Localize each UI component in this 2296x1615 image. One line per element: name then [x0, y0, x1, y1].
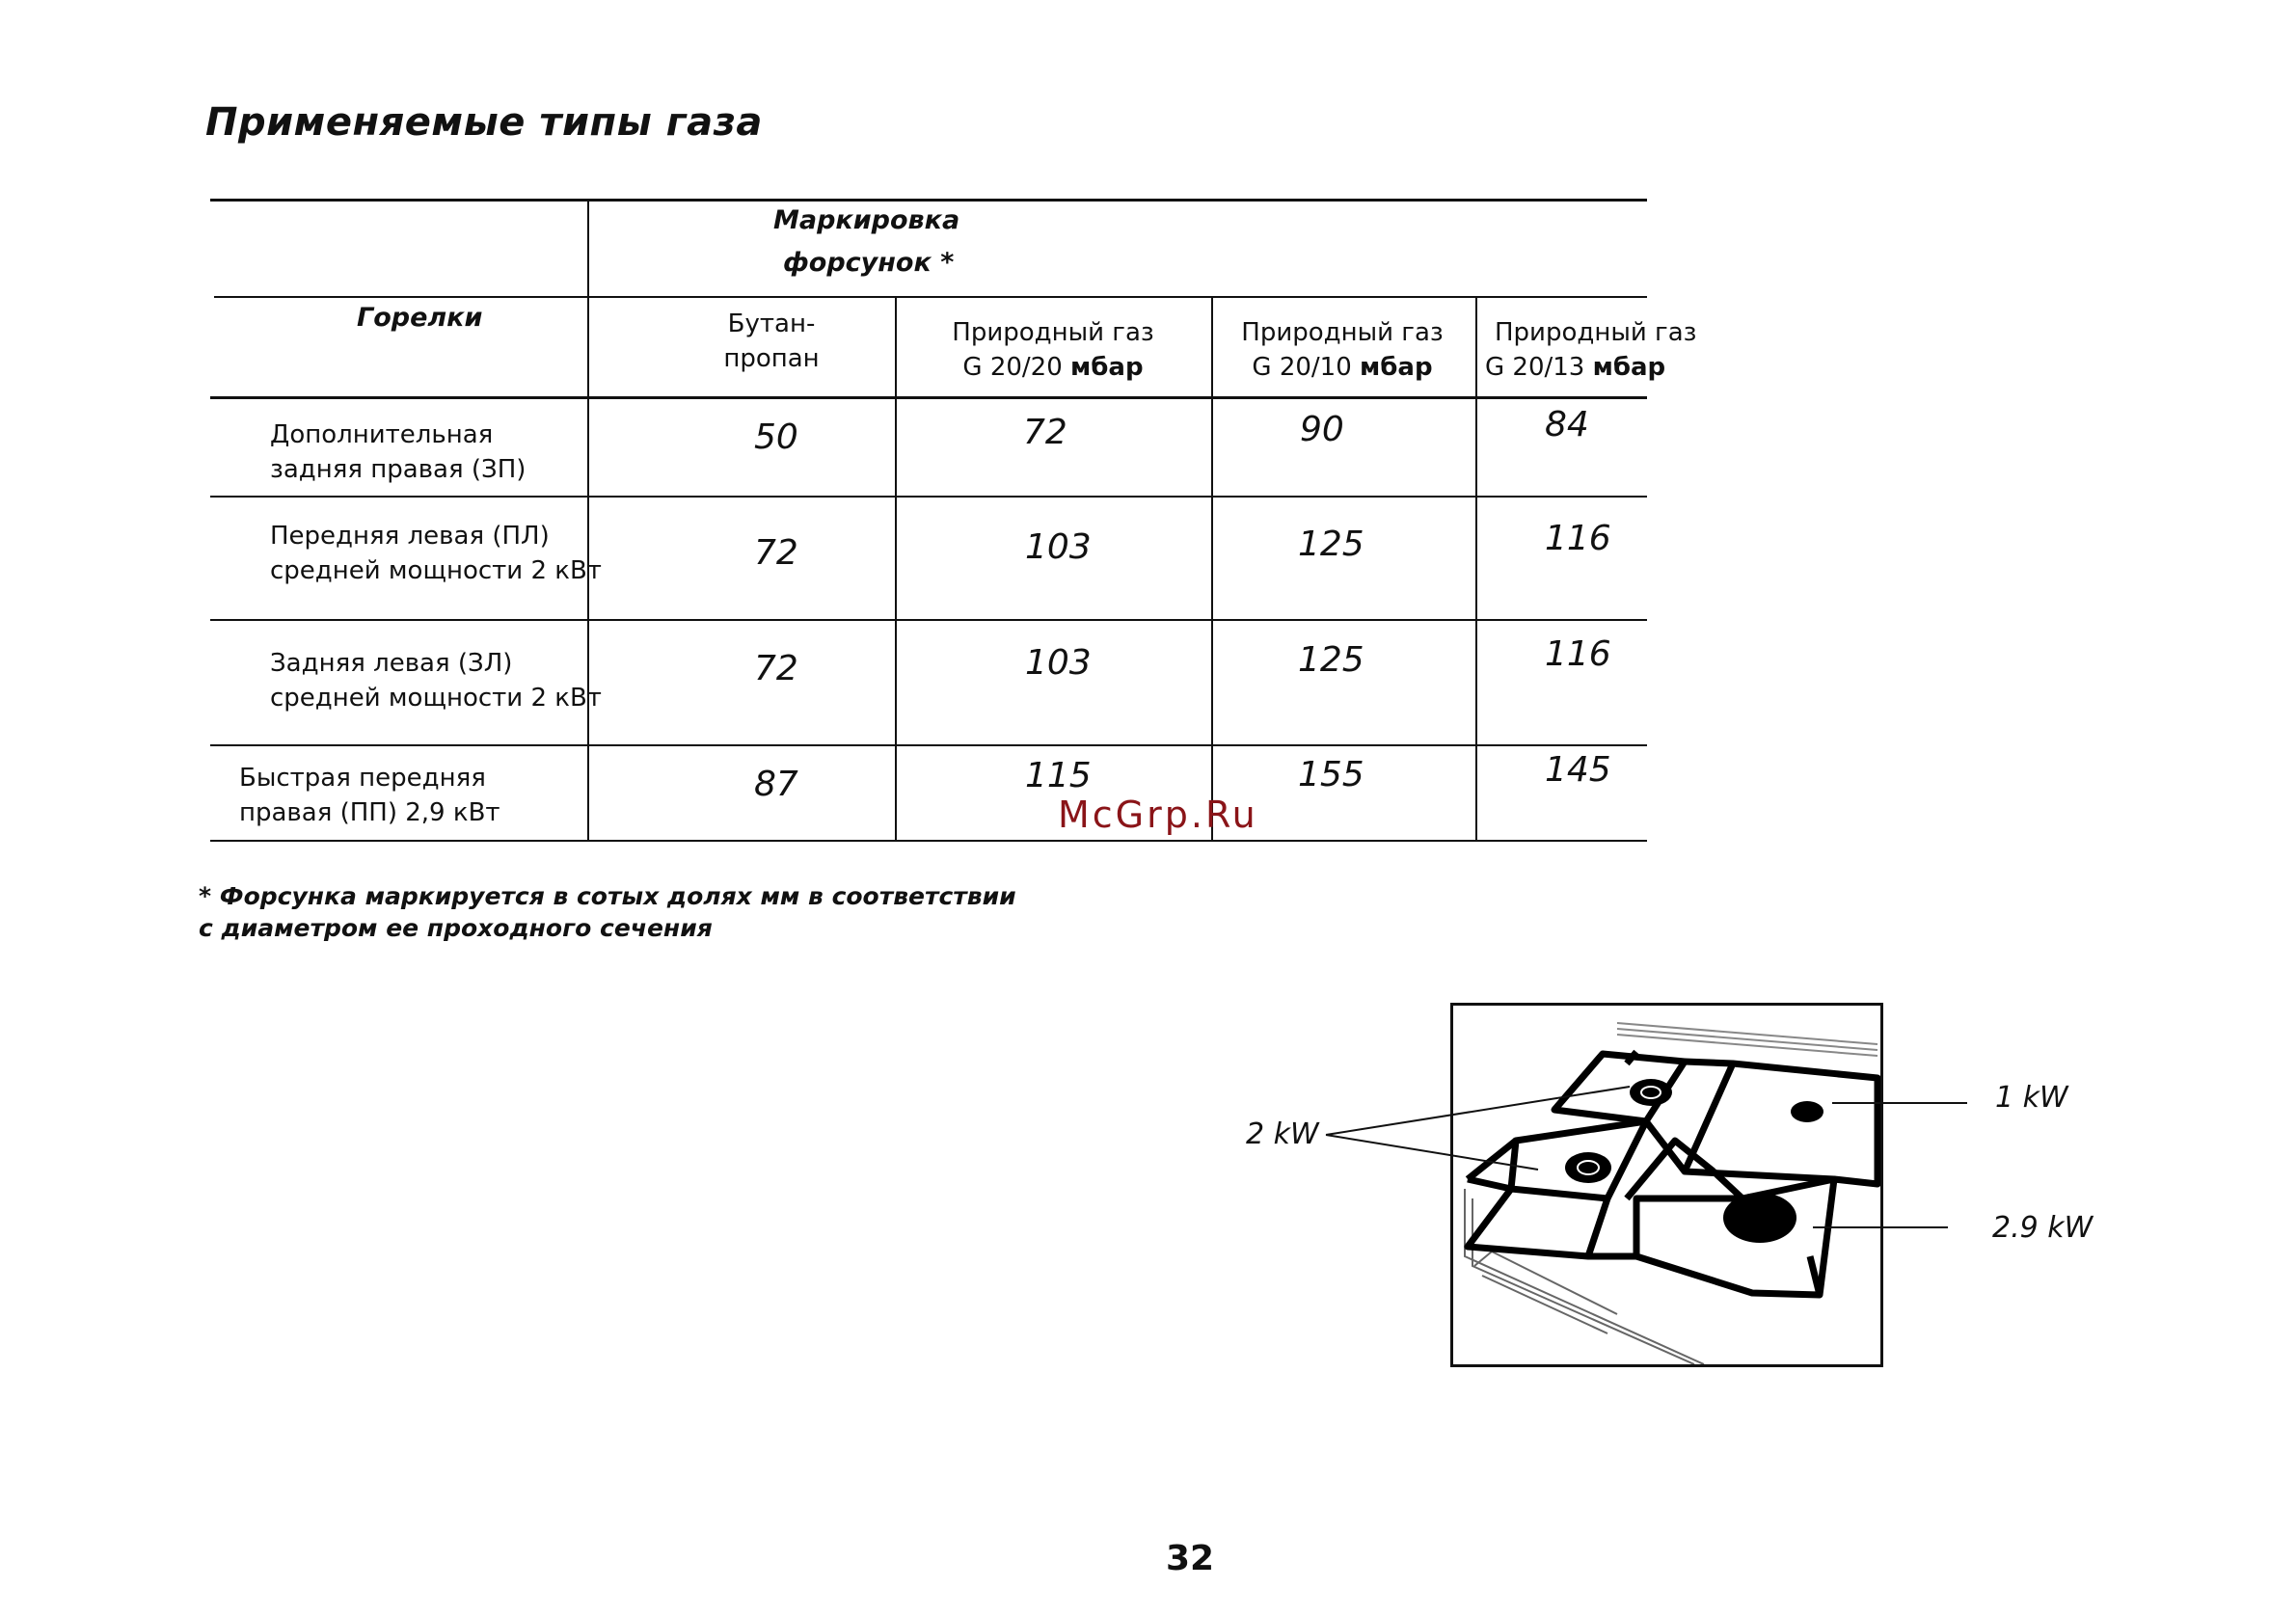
cell-r1-g2020: 72 — [1023, 413, 1067, 452]
col-header-butane-line1: Бутан- — [727, 310, 816, 338]
row3-label-line1: Задняя левая (ЗЛ) — [270, 649, 513, 678]
row1-label-line2: задняя правая (ЗП) — [270, 455, 527, 484]
col-header-g20-13-unit: мбар — [1592, 353, 1666, 382]
cell-r3-butane: 72 — [754, 649, 798, 688]
cell-r3-g2013: 116 — [1545, 634, 1611, 674]
row4-label-line2: правая (ПП) 2,9 кВт — [239, 798, 500, 827]
col-header-g20-20-line1: Природный газ — [952, 318, 1154, 347]
leader-2kw-front — [1326, 1135, 1538, 1170]
row2-label-line2: средней мощности 2 кВт — [270, 556, 602, 585]
leader-2kw-rear — [1326, 1087, 1630, 1135]
row4-label-line1: Быстрая передняя — [239, 764, 486, 793]
group-header-line2: форсунок * — [783, 248, 955, 278]
col-header-g20-13-line1: Природный газ — [1495, 318, 1697, 347]
page-number: 32 — [1166, 1539, 1215, 1578]
col-header-g20-10-line1: Природный газ — [1241, 318, 1444, 347]
footnote-line2: с диаметром ее проходного сечения — [199, 914, 713, 942]
cell-r1-g2010: 90 — [1300, 410, 1344, 449]
cell-r4-butane: 87 — [754, 765, 798, 804]
row2-label-line1: Передняя левая (ПЛ) — [270, 522, 550, 551]
cell-r2-g2010: 125 — [1298, 525, 1364, 564]
cell-r1-butane: 50 — [754, 417, 798, 457]
cell-r2-butane: 72 — [754, 533, 798, 573]
group-header-line1: Маркировка — [773, 205, 960, 235]
col-header-g20-10-line2: G 20/10 — [1252, 353, 1352, 382]
burners-header: Горелки — [357, 303, 483, 333]
cell-r2-g2013: 116 — [1545, 519, 1611, 558]
col-header-butane-line2: пропан — [723, 344, 820, 373]
row3-label-line2: средней мощности 2 кВт — [270, 684, 602, 713]
cell-r2-g2020: 103 — [1025, 527, 1092, 567]
footnote-line1: * Форсунка маркируется в сотых долях мм в соответствии — [199, 882, 1016, 910]
col-header-g20-10-unit: мбар — [1360, 353, 1433, 382]
cell-r4-g2010: 155 — [1298, 755, 1364, 794]
cell-r3-g2020: 103 — [1025, 643, 1092, 683]
row1-label-line1: Дополнительная — [270, 420, 494, 449]
cell-r4-g2020: 115 — [1025, 756, 1092, 795]
cell-r3-g2010: 125 — [1298, 640, 1364, 680]
label-29kw: 2.9 kW — [1992, 1211, 2093, 1245]
col-header-g20-13-line2: G 20/13 — [1485, 353, 1585, 382]
col-header-g20-20-line2: G 20/20 — [962, 353, 1063, 382]
col-header-g20-20-unit: мбар — [1070, 353, 1144, 382]
cell-r1-g2013: 84 — [1545, 405, 1589, 444]
page-title: Применяемые типы газа — [205, 100, 763, 145]
watermark: McGrp.Ru — [1058, 794, 1258, 836]
label-2kw: 2 kW — [1246, 1117, 1319, 1151]
label-1kw: 1 kW — [1995, 1081, 2068, 1115]
cell-r4-g2013: 145 — [1545, 750, 1611, 790]
